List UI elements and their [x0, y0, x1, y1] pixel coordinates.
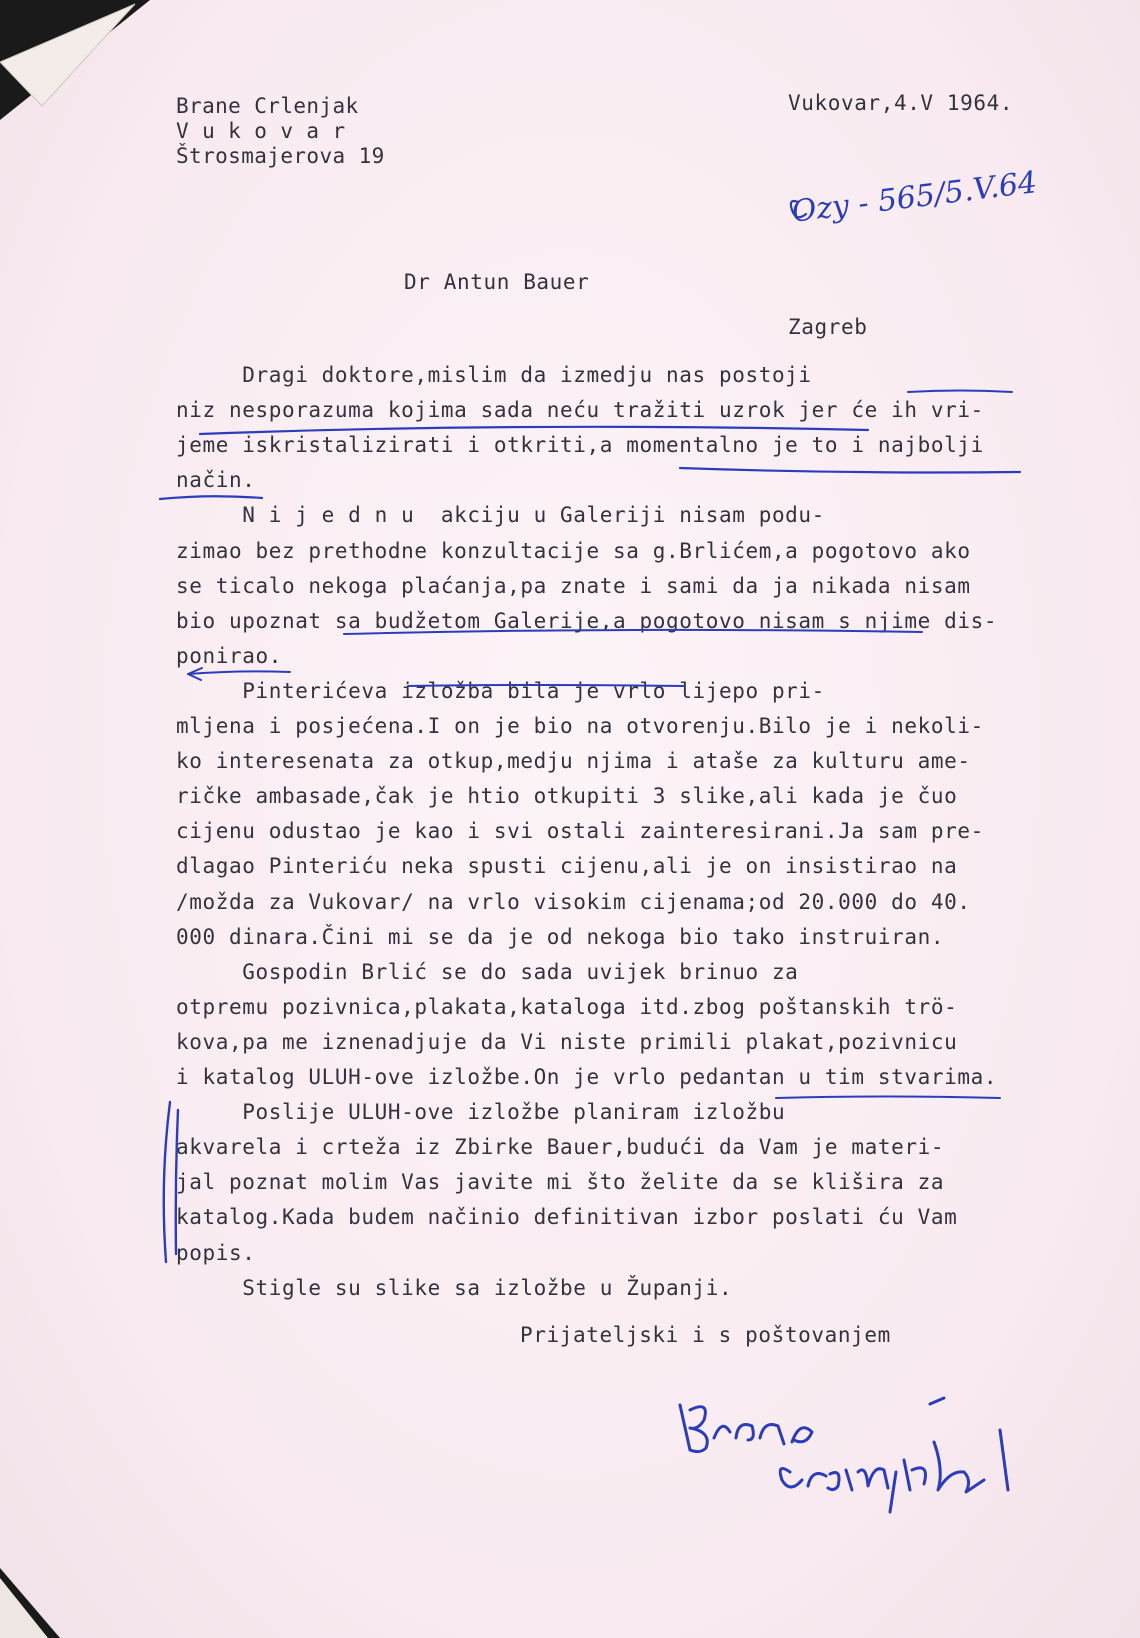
body-line: Stigle su slike sa izložbe u Županji.: [176, 1276, 733, 1300]
body-line: /možda za Vukovar/ na vrlo visokim cijenama;od 20.000 do 40.: [176, 890, 971, 914]
body-line: ponirao.: [176, 644, 282, 668]
body-line: jeme iskristalizirati i otkriti,a momentalno je to i najbolji: [176, 433, 984, 457]
body-line: i katalog ULUH-ove izložbe.On je vrlo pedantan u tim stvarima.: [176, 1065, 998, 1089]
body-line: zimao bez prethodne konzultacije sa g.Brlićem,a pogotovo ako: [176, 539, 971, 563]
body-line: se ticalo nekoga plaćanja,pa znate i sami da ja nikada nisam: [176, 574, 971, 598]
body-line: niz nesporazuma kojima sada neću tražiti uzrok jer će ih vri-: [176, 398, 984, 422]
body-line: dlagao Pinteriću neka spusti cijenu,ali je on insistirao na: [176, 854, 958, 878]
body-line: Gospodin Brlić se do sada uvijek brinuo za: [176, 960, 799, 984]
underline-postoji: [908, 391, 1012, 393]
body-line: Poslije ULUH-ove izložbe planiram izložbu: [176, 1100, 786, 1124]
body-line: Pinterićeva izložba bila je vrlo lijepo pri-: [176, 679, 825, 703]
body-line: popis.: [176, 1241, 256, 1265]
signature-image: [680, 1398, 1008, 1512]
recipient-city: Zagreb: [788, 315, 868, 339]
body-line: otpremu pozivnica,plakata,kataloga itd.zbog poštanskih trö-: [176, 995, 958, 1019]
body-line: jal poznat molim Vas javite mi što želite da se klišira za: [176, 1170, 945, 1194]
body-line: kova,pa me iznenadjuje da Vi niste primili plakat,pozivnicu: [176, 1030, 958, 1054]
recipient-name: Dr Antun Bauer: [404, 270, 590, 294]
body-line: ko interesenata za otkup,medju njima i ataše za kulturu ame-: [176, 749, 971, 773]
date-line: Vukovar,4.V 1964.: [788, 91, 1014, 115]
body-line: Dragi doktore,mislim da izmedju nas postoji: [176, 363, 812, 387]
torn-corner-bottom-left: [0, 1568, 60, 1638]
body-line: ričke ambasade,čak je htio otkupiti 3 slike,ali kada je čuo: [176, 784, 958, 808]
body-line: način.: [176, 468, 256, 492]
body-line: akvarela i crteža iz Zbirke Bauer,budući da Vam je materi-: [176, 1135, 945, 1159]
handwritten-reference-number: Ozy - 565/5.V.64: [789, 165, 1039, 230]
underline-nacin: [160, 496, 262, 499]
sender-street: Štrosmajerova 19: [176, 144, 385, 168]
body-line: mljena i posjećena.I on je bio na otvorenju.Bilo je i nekoli-: [176, 714, 984, 738]
closing-line: Prijateljski i s poštovanjem: [520, 1323, 891, 1347]
body-line: katalog.Kada budem načinio definitivan izbor poslati ću Vam: [176, 1205, 958, 1229]
underline-momentalno: [680, 468, 1020, 473]
sender-city: V u k o v a r: [176, 119, 346, 143]
sender-name: Brane Crlenjak: [176, 94, 359, 118]
body-line: bio upoznat sa budžetom Galerije,a pogotovo nisam s njime dis-: [176, 609, 998, 633]
underline-planiram: [776, 1097, 1000, 1099]
body-line: N i j e d n u akciju u Galeriji nisam podu-: [176, 503, 825, 527]
folded-corner-top-left: [0, 0, 150, 120]
body-line: cijenu odustao je kao i svi ostali zainteresirani.Ja sam pre-: [176, 819, 984, 843]
body-line: 000 dinara.Čini mi se da je od nekoga bio tako instruiran.: [176, 925, 945, 949]
